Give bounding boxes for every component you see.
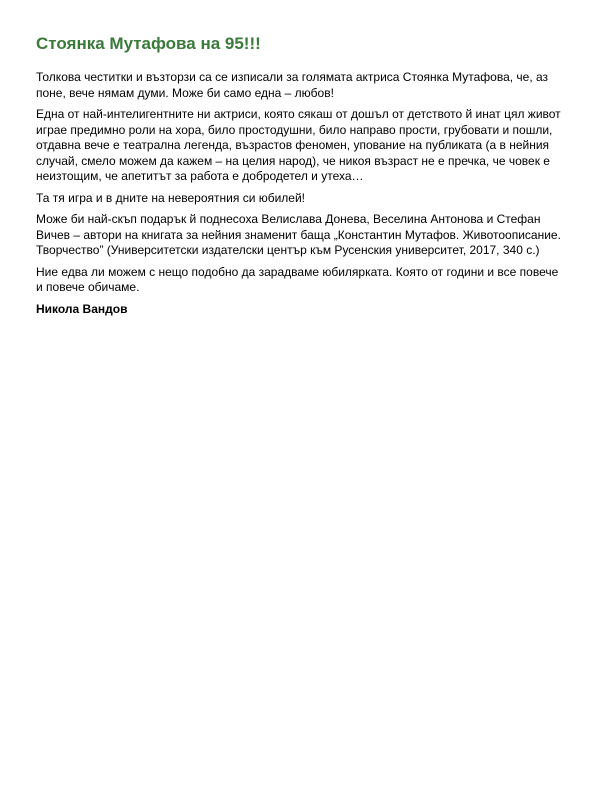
article <box>36 33 564 317</box>
author-signature: Никола Вандов <box>36 301 128 316</box>
paragraph-1: Толкова честитки и възторзи са се изписали за голямата актриса Стоянка Мутафова, че, аз поне, вече нямам думи. Може би само една – любов! <box>36 70 549 100</box>
paragraph-2: Една от най-интелигентните ни актриси, която сякаш от дошъл от детството й инат цял живот играе предимно роли на хора, било простодушни, било направо прости, грубовати и пошли, отдавна вече е театрална легенда, възрастов феномен, упование на публиката (а в нейния случай, смело можем да кажем – на целия народ), че никоя възраст не е пречка, че човек е неизтощим, че апетитът за работа е добродетел и утеха… <box>36 107 561 183</box>
paragraph-5: Ние едва ли можем с нещо подобно да зарадваме юбилярката. Която от години и все повече и повече обичаме. <box>36 264 559 294</box>
paragraph-4: Може би най-скъп подарък й поднесоха Велислава Донева, Веселина Антонова и Стефан Вичев – автори на книгата за нейния знаменит баща „Константин Мутафов. Животоописание. Творчество” (Университетски издателски център към Русенския университет, 2017, 340 с.) <box>36 212 561 257</box>
article-title: Стоянка Мутафова на 95!!! <box>36 34 261 53</box>
paragraph-3: Та тя игра и в дните на невероятния си юбилей! <box>36 190 306 205</box>
